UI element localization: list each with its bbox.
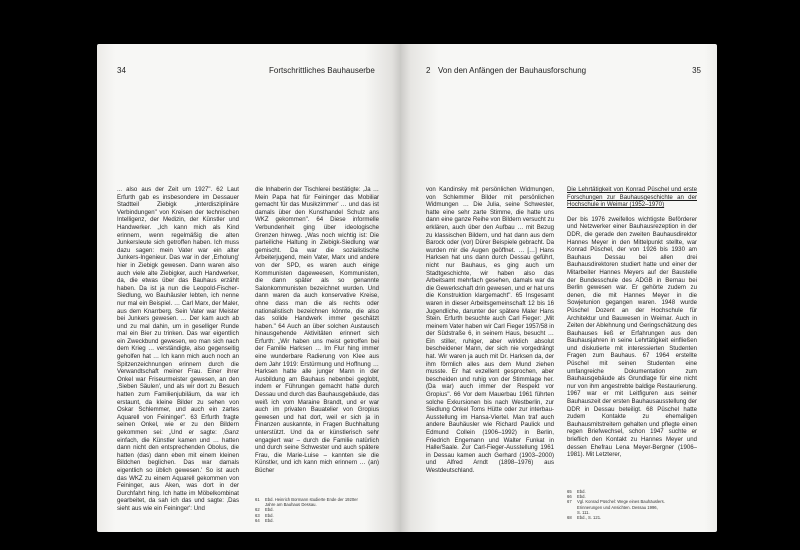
left-footnotes [255, 497, 358, 523]
footnote: 65 Ebd. [567, 489, 586, 494]
footnote: 64 Ebd. [255, 517, 274, 523]
right-column-1-text: von Kandinsky mit persönlichen Widmungen, von Schlemmer Bilder mit persönlichen Widmungen … Die Julia, seine Schwester, hatte eine sehr zarte Stimme, die hatte uns dann eine ganze Reihe von Bildern versucht zu erklären, auch über den Aufbau … mit Bezug zu klassischen Bildern, und hat dann aus dem Barock oder (vor) Dürer Beispiele gebracht. Da wurden mir die Augen geöffnet. … […] Hans Harksen hat uns dann durch Dessau geführt, nicht nur Bauhaus, es ging auch um Stadtgeschichte, wir haben also das Arbeitsamt mehrfach gesehen, damals war da die Gewerkschaft drin gewesen, und er hat uns die Konstruktion klargemacht". 65 Insgesamt waren in dieser Arbeitsgemeinschaft 12 bis 16 Jugendliche, darunter der spätere Maler Hans Stein. Erfurth besuchte auch Carl Fieger: „Mit meinem Vater haben wir Carl Fieger 1957/58 in der Südstraße 6, in seinem Haus, besucht … Ein stiller, ruhiger, aber wirklich absolut bescheidener Mann, der sich nie vorgedrängt hat. Wir waren ja auch mit Dr. Harksen da, der ihm förmlich alles aus dem Mund ziehen musste. Er hat exzellent gesprochen, aber bescheiden und ruhig von der Stimmlage her. (Da war) auch immer der Respekt vor Gropius". 66 Vor dem Mauerbau 1961 führten solche Exkursionen bis nach Westberlin, zur Siedlung Onkel Toms Hütte oder zur interbau-Ausstellung im Hansa-Viertel. Man traf auch andere Bauhäusler wie Richard Paulick und Edmund Collein (1906–1992) in Berlin, Friedrich Engemann und Walter Funkat in Halle/Saale. Zur Carl-Fieger-Ausstellung 1961 in Dessau kamen auch Gerhard (1903–2000) und Alfred Arndt (1898–1976) aus Westdeutschland. [426, 186, 554, 474]
footnote: Erinnerungen und Ansichten. Dessau 1996, [577, 504, 658, 510]
left-page [97, 44, 401, 532]
open-book [97, 44, 717, 532]
page-number-left: 34 [117, 66, 126, 75]
footnote: 62 Ebd. [255, 507, 274, 513]
right-footnotes [567, 489, 665, 520]
left-column-2 [255, 186, 379, 475]
footnote: 66 Ebd. [567, 494, 586, 500]
chapter-number: 2 [426, 66, 431, 75]
section-heading: Die Lehrtätigkeit von Konrad Püschel und erste Forschungen zur Bauhausgeschichte an der Hochschule in Weimar (1952–1970) [567, 186, 697, 209]
footnote: S. 111. [577, 509, 590, 515]
running-title-right: Von den Anfängen der Bauhausforschung [438, 66, 587, 75]
right-page [401, 44, 717, 532]
page-number-right: 35 [692, 66, 701, 75]
left-column-2-text: die Inhaberin der Tischlerei bestätigte: ‚Ja … Mein Papa hat für Feininger das Mobiliar gemacht für das Musikzimmer' … und das ist damals über den Kunsthandel Schulz ans WKZ gekommen". 64 Diese informelle Verbundenheit ging über ideologische Grenzen hinweg. „Was noch wichtig ist: Die parteiliche Haltung in Ziebigk-Siedlung war gemischt. Da war die sozialistische Arbeiterjugend, mein Vater, Marx und andere von der SPD, es waren auch einige Kommunisten dageweesen, Kommunisten, die dann später als so genannte Salonkommunisten bezeichnet wurden. Und dann waren da auch konservative Kreise, ohne dass man die als rechts oder nationalistisch bezeichnen könnte, die also das solide Handwerk immer geschätzt haben." 64 Auch an über solchen Austausch hinausgehende Aktivitäten erinnert sich Erfurth: „Wir haben uns meist getroffen bei der Familie Harksen … Im Flur hing immer eine wunderbare Radierung von Klee aus dem Jahr 1919: Erstürmung und Hoffnung … Harksen hatte alle junger Mann in der Ausbildung am Bauhaus nebenbei geglobt, indem er Führungen gemacht hatte durch Dessau und durch das Bauhausgebäude, das weiß ich vom Maraine Brandt, und er war auch im privaten Bauatelier von Gropius gewesen und hat dort, weil er sich ja in Finanzen auskannte, in Fragen Buchhaltung unterstützt. Und da er künstlerisch sehr engagiert war – durch die Familie natürlich und durch seine Schwester und auch spätere Frau, die Marie-Luise – kannten sie die Künstler, und ich kann mich erinnern … (an) Bücher [255, 186, 379, 474]
right-column-2 [567, 186, 697, 459]
right-column-1 [426, 186, 554, 475]
footnote: 63 Ebd. [255, 512, 274, 518]
footnote: 67 Vgl. Konrad Püschel: Wege eines Bauhäuslers. [567, 499, 665, 505]
left-column-1-text: ... also aus der Zeit um 1927". 62 Laut Erfurth gab es insbesondere im Dessauer Stadtteil Ziebigk „interdisziplinäre Verbindungen" von Kreisen der technischen Intelligenz, der Medizin, der Künstler und Handwerker. „Ich kann mich als Kind erinnern, wenn regelmäßig die alten Junkersleute sich getroffen haben. Ich muss dazu sagen: mein Vater war ein alter Junkers-Ingenieur. Das war in der ‚Erholung' hier in Ziebigk gewesen. Dann waren also auch viele alte Ziebigker, auch Handwerker, da, die etwas über das Bauhaus erzählt haben. Da ist ja nun die Leopold-Fischer-Siedlung, wo Bauhäusler lebten, ich nenne nur mal ein Beispiel. … Carl Marx, der Maler, aus dem Knarrberg. Sein Vater war Meister bei Junkers gewesen. … Der kam auch ab und zu mal dahin, um in geselliger Runde mal ein Bier zu trinken. Das war eigentlich ein Zweckbund gewesen, wo man sich nach dem Krieg … verständigte, also gegenseitig geholfen hat … Ich kann mich auch noch an Spitzenzeichnungen erinnern durch die Verwandtschaft meiner Frau. Einer ihrer Onkel war Friseurmeister gewesen, an den ‚Sieben Säulen', und als wir dort zu Besuch hatten zum Familienjubiläum, da war ich erstaunt, da kleine Bilder zu sehen von Oskar Schlemmer, und auch ein zartes Aquarell von Feininger". 63 Erfurth fragte seinen Onkel, wie er zu den Bildern gekommen sei: „Und er sagte: ‚Ganz einfach, die Künstler kamen und … hatten dann nicht den entsprechenden Obolus, die hatten (das) dann eben mit einem kleinen Bildchen beglichen. Das war damals eigentlich so üblich gewesen.' So ist auch das WKZ zu einem Aquarell gekommen von Feininger, aus Aken, was dort in der Durchfahrt hing. Ich hatte im Möbelkombinat gearbeitet, da sah ich das und sagte: ‚Das sieht aus wie ein Feininger': Und [117, 186, 239, 512]
running-title-left: Fortschrittliches Bauhauserbe [269, 66, 375, 75]
left-column-1 [117, 186, 239, 513]
footnote: 68 Ebd., S. 121. [567, 515, 602, 521]
footnote: 61 Ebd. Heinrich Bormann studierte Ende der 1920er [255, 497, 358, 502]
footnote: Jahre am Bauhaus Dessau. [265, 502, 317, 508]
right-column-2-text: Der bis 1976 zweifellos wichtigste Beförderer und Netzwerker einer Bauhausrezeption in der DDR, die gerade den zweiten Bauhausdirektor Hannes Meyer in den Mittelpunkt stellte, war Konrad Püschel, der von 1926 bis 1930 am Bauhaus Dessau bei allen drei Bauhausdirektoren studiert hatte und einer der Mitarbeiter Hannes Meyers auf der Baustelle der Bundesschule des ADGB in Bernau bei Berlin gewesen war. Er gehörte zudem zu denen, die mit Hannes Meyer in die Sowjetunion gegangen waren. 1948 wurde Püschel Dozent an der Hochschule für Architektur und Bauwesen in Weimar. Auch in Zeiten der Ablehnung und Geringschätzung des Bauhauses ließ er Erfahrungen aus den Bauhausjahren in seine Lehrtätigkeit einfließen und diskutierte mit interessierten Studenten Fragen zum Bauhaus. 67 1964 erstellte Püschel mit seinen Studenten eine umfangreiche Dokumentation zum Bauhausgebäude als Grundlage für eine nicht nur von ihm angestrebte baldige Restaurierung. 1967 war er mit Leitfiguren aus seiner Bauhauszeit der ersten Bauhausausstellung der DDR in Dessau beteiligt. 68 Püschel hatte zudem Kontakte zu ehemaligen Bauhausmitstreitern gehalten und pflegte einen regen Briefwechsel, schon 1947 suchte er brieflich den Kontakt zu Hannes Meyer und dessen Ehefrau Lena Meyer-Bergner (1906–1981). Mit Letzterer, [567, 215, 697, 459]
